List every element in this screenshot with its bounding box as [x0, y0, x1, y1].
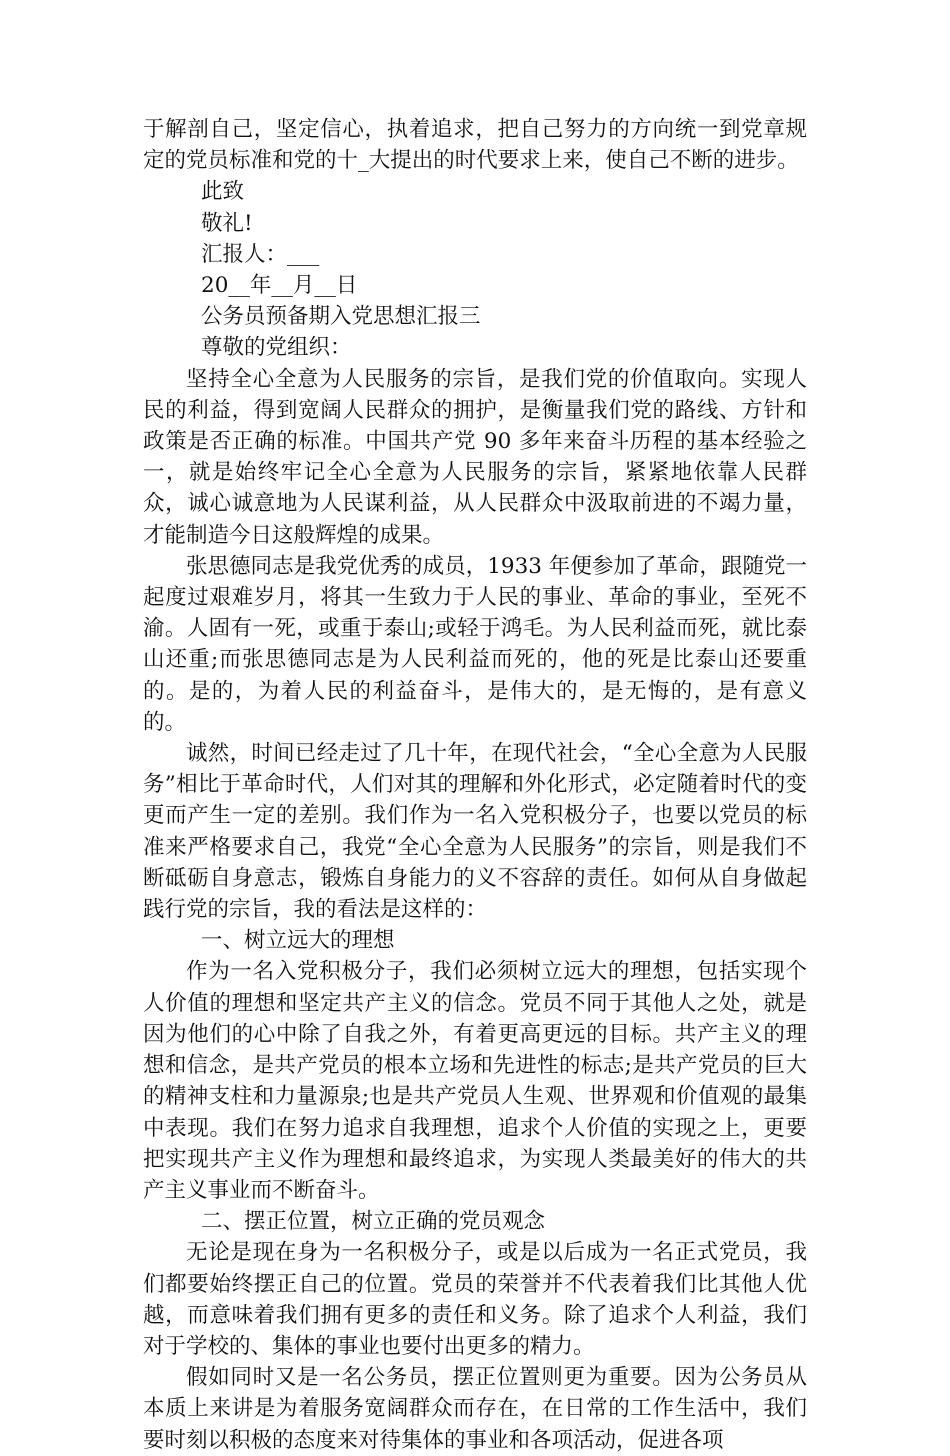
opening-paragraph: 于解剖自己，坚定信心，执着追求，把自己努力的方向统一到党章规定的党员标准和党的十_大提出的时代要求上来，使自己不断的进步。	[143, 117, 807, 174]
body-paragraph-5: 无论是现在身为一名积极分子，或是以后成为一名正式党员，我们都要始终摆正自己的位置。党员的荣誉并不代表着我们比其他人优越，而意味着我们拥有更多的责任和义务。除了追求个人利益，我们对于学校的、集体的事业也要付出更多的精力。	[143, 1240, 807, 1359]
salutation: 尊敬的党组织：	[201, 335, 352, 361]
date-line: 20__年__月__日	[201, 273, 358, 299]
body-paragraph-3: 诚然，时间已经走过了几十年，在现代社会，“全心全意为人民服务”相比于革命时代，人们对其的理解和外化形式，必定随着时代的变更而产生一定的差别。我们作为一名入党积极分子，也要以党员的标准来严格要求自己，我党“全心全意为人民服务”的宗旨，则是我们不断砥砺自身意志，锻炼自身能力的义不容辞的责任。如何从自身做起践行党的宗旨，我的看法是这样的：	[143, 741, 807, 923]
body-paragraph-4: 作为一名入党积极分子，我们必须树立远大的理想，包括实现个人价值的理想和坚定共产主义的信念。党员不同于其他人之处，就是因为他们的心中除了自我之外，有着更高更远的目标。共产主义的理想和信念，是共产党员的根本立场和先进性的标志;是共产党员的巨大的精神支柱和力量源泉;也是共产党员人生观、世界观和价值观的最集中表现。我们在努力追求自我理想，追求个人价值的实现之上，更要把实现共产主义作为理想和最终追求，为实现人类最美好的伟大的共产主义事业而不断奋斗。	[143, 959, 807, 1203]
closing-line-2: 敬礼!	[201, 210, 253, 236]
heading-2: 二、摆正位置，树立正确的党员观念	[201, 1209, 546, 1235]
closing-line-1: 此致	[201, 179, 245, 205]
body-paragraph-2: 张思德同志是我党优秀的成员，1933 年便参加了革命，跟随党一起度过艰难岁月，将其一生致力于人民的事业、革命的事业，至死不渝。人固有一死，或重于泰山;或轻于鸿毛。为人民利益而死，就比泰山还重;而张思德同志是为人民利益而死的，他的死是比泰山还要重的。是的，为着人民的利益奋斗，是伟大的，是无悔的，是有意义的。	[143, 553, 807, 735]
reporter-line: 汇报人：___	[201, 241, 320, 267]
document-page	[143, 114, 807, 1456]
body-paragraph-1: 坚持全心全意为人民服务的宗旨，是我们党的价值取向。实现人民的利益，得到宽阔人民群众的拥护，是衡量我们党的路线、方针和政策是否正确的标准。中国共产党 90 多年来奋斗历程的基本经验之一，就是始终牢记全心全意为人民服务的宗旨，紧紧地依靠人民群众，诚心诚意地为人民谋利益，从人民群众中汲取前进的不竭力量，才能制造今日这般辉煌的成果。	[143, 366, 807, 548]
heading-1: 一、树立远大的理想	[201, 928, 395, 954]
section-title: 公务员预备期入党思想汇报三	[201, 304, 481, 330]
body-paragraph-6: 假如同时又是一名公务员，摆正位置则更为重要。因为公务员从本质上来讲是为着服务宽阔群众而存在，在日常的工作生活中，我们要时刻以积极的态度来对待集体的事业和各项活动，促进各项	[143, 1365, 807, 1453]
